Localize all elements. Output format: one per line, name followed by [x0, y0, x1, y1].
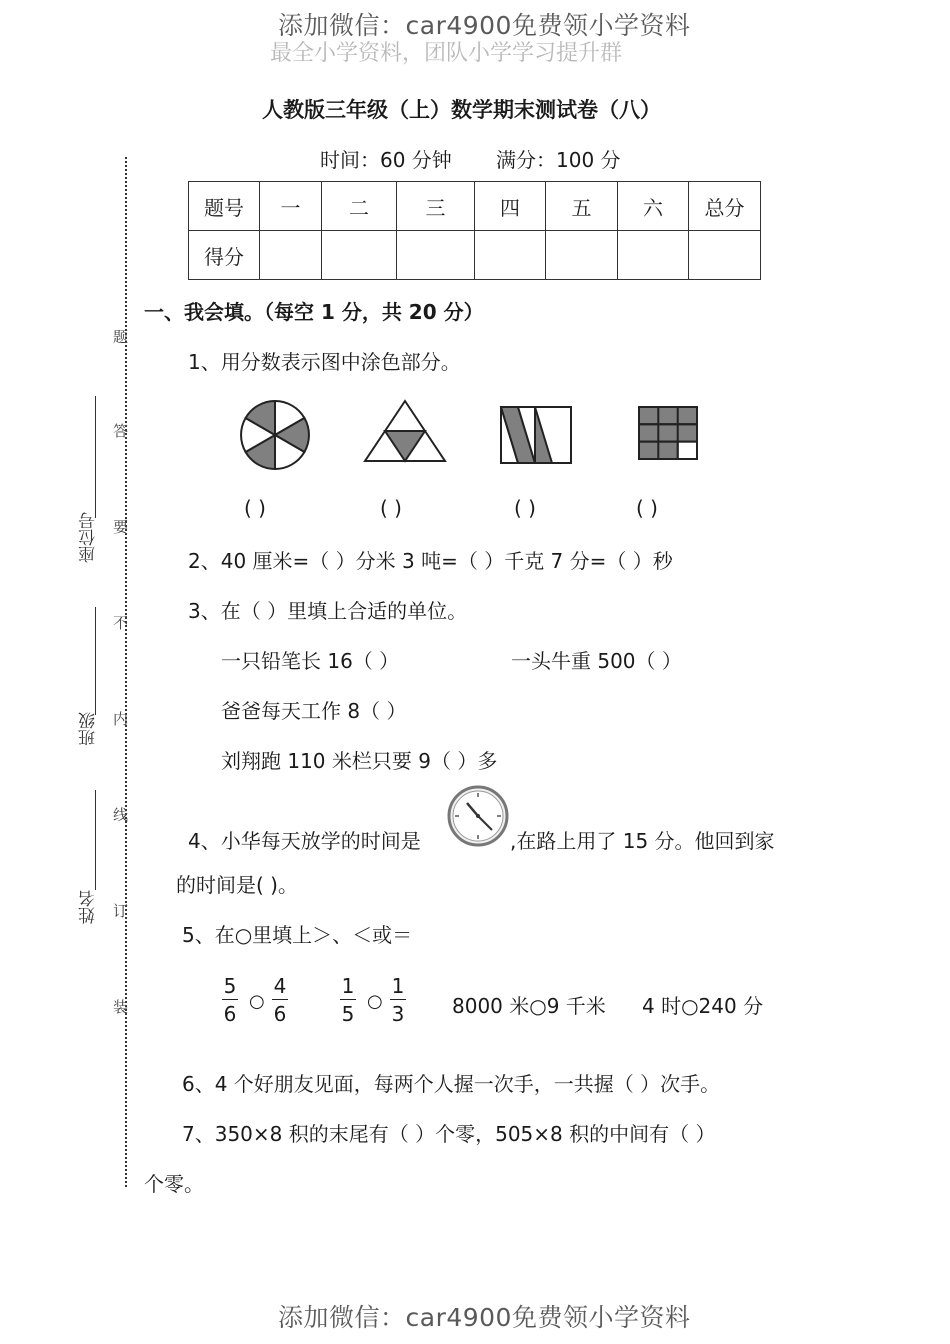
question-6: 6、4 个好朋友见面，每两个人握一次手，一共握（ ）次手。	[182, 1072, 721, 1096]
table-cell: 四	[475, 182, 546, 231]
triangle-figure	[362, 398, 448, 464]
table-cell: 总分	[689, 182, 761, 231]
exam-full-score: 满分：100 分	[496, 148, 621, 172]
fraction-bar	[222, 999, 238, 1000]
fraction-numerator: 5	[223, 974, 237, 998]
binding-char: 装	[113, 998, 129, 1016]
fraction-denominator: 6	[273, 1002, 287, 1026]
compare-distance: 8000 米○9 千米	[452, 994, 606, 1018]
fraction-bar	[340, 999, 356, 1000]
question-1: 1、用分数表示图中涂色部分。	[188, 350, 461, 374]
question-3: 3、在（ ）里填上合适的单位。	[188, 599, 468, 623]
question-3-pencil: 一只铅笔长 16（ ）	[221, 649, 400, 673]
fraction	[272, 974, 288, 1026]
table-cell	[546, 231, 618, 280]
table-cell: 二	[322, 182, 397, 231]
section-heading: 一、我会填。（每空 1 分，共 20 分）	[144, 300, 484, 324]
binding-char: 线	[113, 806, 129, 824]
question-4-part1: 4、小华每天放学的时间是	[188, 829, 421, 853]
exam-time: 时间：60 分钟	[320, 148, 452, 172]
question-7-end: 个零。	[144, 1172, 204, 1196]
table-cell	[322, 231, 397, 280]
question-7: 7、350×8 积的末尾有（ ）个零，505×8 积的中间有（ ）	[182, 1122, 716, 1146]
question-3-cow: 一头牛重 500（ ）	[511, 649, 682, 673]
fraction-numerator: 1	[391, 974, 405, 998]
fraction-bar	[272, 999, 288, 1000]
compare-circle[interactable]: ○	[249, 991, 265, 1012]
parallelogram-figure	[498, 404, 574, 466]
fraction-denominator: 5	[341, 1002, 355, 1026]
score-table-header-row	[189, 182, 761, 231]
score-table-score-row	[189, 231, 761, 280]
binding-char: 不	[113, 614, 129, 632]
binding-char: 答	[113, 422, 129, 440]
answer-blank[interactable]: ( )	[514, 496, 536, 520]
question-5: 5、在○里填上＞、＜或＝	[182, 923, 413, 947]
clock-icon	[446, 784, 510, 848]
seat-underline	[95, 396, 96, 518]
table-cell	[397, 231, 475, 280]
fraction-denominator: 3	[391, 1002, 405, 1026]
binding-char: 订	[113, 902, 129, 920]
page-title: 人教版三年级（上）数学期末测试卷（八）	[262, 98, 661, 122]
binding-char: 内	[113, 710, 129, 728]
question-4-part3: 的时间是( )。	[176, 873, 298, 897]
table-cell	[260, 231, 322, 280]
compare-circle[interactable]: ○	[367, 991, 383, 1012]
table-cell: 六	[618, 182, 689, 231]
bottom-watermark: 添加微信：car4900免费领小学资料	[278, 1303, 691, 1332]
table-cell	[689, 231, 761, 280]
fraction	[222, 974, 238, 1026]
binding-dotted-line	[125, 157, 127, 1187]
top-watermark: 添加微信：car4900免费领小学资料	[278, 11, 691, 40]
question-2: 2、40 厘米=（ ）分米 3 吨=（ ）千克 7 分=（ ）秒	[188, 549, 673, 573]
answer-blank[interactable]: ( )	[380, 496, 402, 520]
question-3-work: 爸爸每天工作 8（ ）	[221, 699, 407, 723]
name-label: 姓名	[79, 890, 99, 924]
class-underline	[95, 607, 96, 715]
class-label: 班级	[79, 712, 99, 746]
table-cell: 得分	[189, 231, 260, 280]
circle-figure	[238, 398, 312, 472]
fraction-denominator: 6	[223, 1002, 237, 1026]
answer-blank[interactable]: ( )	[244, 496, 266, 520]
table-cell: 三	[397, 182, 475, 231]
fraction	[390, 974, 406, 1026]
grid-figure	[636, 404, 700, 462]
seat-number-label: 座位号	[79, 512, 99, 563]
question-4-part2: ,在路上用了 15 分。他回到家	[510, 829, 775, 853]
table-cell: 一	[260, 182, 322, 231]
fraction-numerator: 1	[341, 974, 355, 998]
score-table	[188, 181, 761, 280]
fraction-numerator: 4	[273, 974, 287, 998]
name-underline	[95, 790, 96, 890]
question-3-hurdles: 刘翔跑 110 米栏只要 9（ ）多	[221, 749, 498, 773]
ghost-watermark: 最全小学资料，团队小学学习提升群	[270, 41, 623, 66]
compare-time: 4 时○240 分	[642, 994, 764, 1018]
table-cell: 五	[546, 182, 618, 231]
table-cell	[475, 231, 546, 280]
table-cell: 题号	[189, 182, 260, 231]
binding-char: 题	[113, 328, 129, 346]
fraction	[340, 974, 356, 1026]
table-cell	[618, 231, 689, 280]
fraction-bar	[390, 999, 406, 1000]
binding-char: 要	[113, 518, 129, 536]
answer-blank[interactable]: ( )	[636, 496, 658, 520]
